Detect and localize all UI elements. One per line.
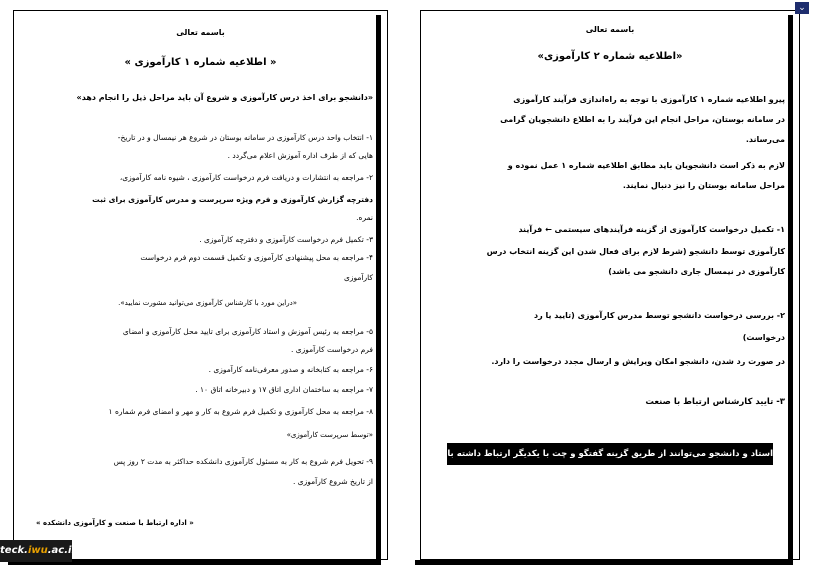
- list-item: ۸- مراجعه به محل کارآموزی و تکمیل فرم شروع به کار و مهر و امضای فرم شماره ۱: [108, 407, 373, 416]
- list-item: ۵- مراجعه به رئیس آموزش و استاد کارآموزی برای تایید محل کارآموزی و امضای: [122, 327, 373, 336]
- step-line: ۱- تکمیل درخواست کارآموزی از گزینه فرآیندهای سیستمی ← فرآیند: [518, 225, 785, 234]
- step-line: کارآموزی توسط دانشجو (شرط لازم برای فعال شدن این گزینه انتخاب درس: [486, 247, 785, 256]
- paragraph-line: مراحل سامانه بوستان را نیز دنبال نمایند.: [622, 181, 785, 190]
- watermark-prefix: teck.: [0, 545, 28, 556]
- paragraph-line: لازم به ذکر است دانشجویان باید مطابق اطلاعیه شماره ۱ عمل نموده و: [507, 161, 785, 170]
- list-item: ۳- تکمیل فرم درخواست کارآموزی و دفترچه کارآموزی .: [199, 235, 373, 244]
- announcement-title: « اطلاعیه شماره ۱ کارآموزی »: [124, 57, 277, 68]
- list-item: ۱- انتخاب واحد درس کارآموزی در سامانه بوستان در شروع هر نیمسال و در تاریخ-: [117, 133, 373, 142]
- list-item: از تاریخ شروع کارآموزی .: [292, 477, 373, 486]
- intro-text: «دانشجو برای اخذ درس کارآموزی و شروع آن باید مراحل ذیل را انجام دهد»: [76, 93, 373, 102]
- list-item: ۲- مراجعه به انتشارات و دریافت فرم درخواست کارآموزی ، شیوه نامه کارآموزی،: [119, 173, 373, 182]
- paragraph-line: در سامانه بوستان، مراحل انجام این فرآیند را به اطلاع دانشجویان گرامی: [500, 115, 785, 124]
- list-item: ۷- مراجعه به ساختمان اداری اتاق ۱۷ و دبیرخانه اتاق ۱۰ .: [195, 385, 373, 394]
- list-item: هایی که از طرف اداره آموزش اعلام می‌گردد .: [227, 151, 373, 160]
- step-line: درخواست): [742, 333, 785, 342]
- step-line: کارآموزی در نیمسال جاری دانشجو می باشد): [608, 267, 785, 276]
- right-announcement-page: [420, 10, 800, 560]
- paragraph-line: پیرو اطلاعیه شماره ۱ کارآموزی با توجه به راه‌اندازی فرآیند کارآموزی: [513, 95, 785, 104]
- watermark-accent: iwu: [27, 545, 48, 556]
- announcement-title: «اطلاعیه شماره ۲ کارآموزی»: [537, 51, 683, 62]
- expand-icon[interactable]: ⌄: [795, 2, 809, 14]
- bismillah-heading: باسمه تعالی: [176, 28, 225, 37]
- list-item: فرم درخواست کارآموزی .: [290, 345, 373, 354]
- list-item: «دراین مورد با کارشناس کارآموزی می‌توانید مشورت نمایید».: [118, 299, 297, 307]
- bismillah-heading: باسمه تعالی: [585, 25, 635, 34]
- step-line: ۳- تایید کارشناس ارتباط با صنعت: [645, 397, 785, 407]
- list-item: ۴- مراجعه به محل پیشنهادی کارآموزی و تکمیل قسمت دوم فرم درخواست: [140, 253, 373, 262]
- step-line: ۲- بررسی درخواست دانشجو توسط مدرس کارآموزی (تایید یا رد: [533, 311, 785, 320]
- left-announcement-page: [13, 10, 388, 560]
- list-item: «توسط سرپرست کارآموزی»: [286, 431, 373, 439]
- list-item: دفترچه گزارش کارآموزی و فرم ویژه سرپرست و مدرس کارآموزی برای ثبت: [92, 195, 373, 204]
- list-item: ۶- مراجعه به کتابخانه و صدور معرفی‌نامه کارآموزی .: [208, 365, 373, 374]
- watermark-suffix: .ac.ir: [47, 545, 77, 556]
- chat-notice-banner: استاد و دانشجو می‌توانند از طریق گزینه گفتگو و چت با یکدیگر ارتباط داشته باشند: [447, 443, 773, 465]
- site-watermark: [0, 540, 77, 562]
- list-item: کارآموزی: [344, 273, 373, 282]
- footer-signature: « اداره ارتباط با صنعت و کارآموزی دانشکده »: [36, 519, 194, 527]
- paragraph-line: می‌رساند.: [745, 135, 785, 144]
- step-note: در صورت رد شدن، دانشجو امکان ویرایش و ارسال مجدد درخواست را دارد.: [491, 357, 785, 366]
- list-item: ۹- تحویل فرم شروع به کار به مسئول کارآموزی دانشکده حداکثر به مدت ۲ روز پس: [113, 457, 373, 466]
- list-item: نمره.: [356, 213, 373, 222]
